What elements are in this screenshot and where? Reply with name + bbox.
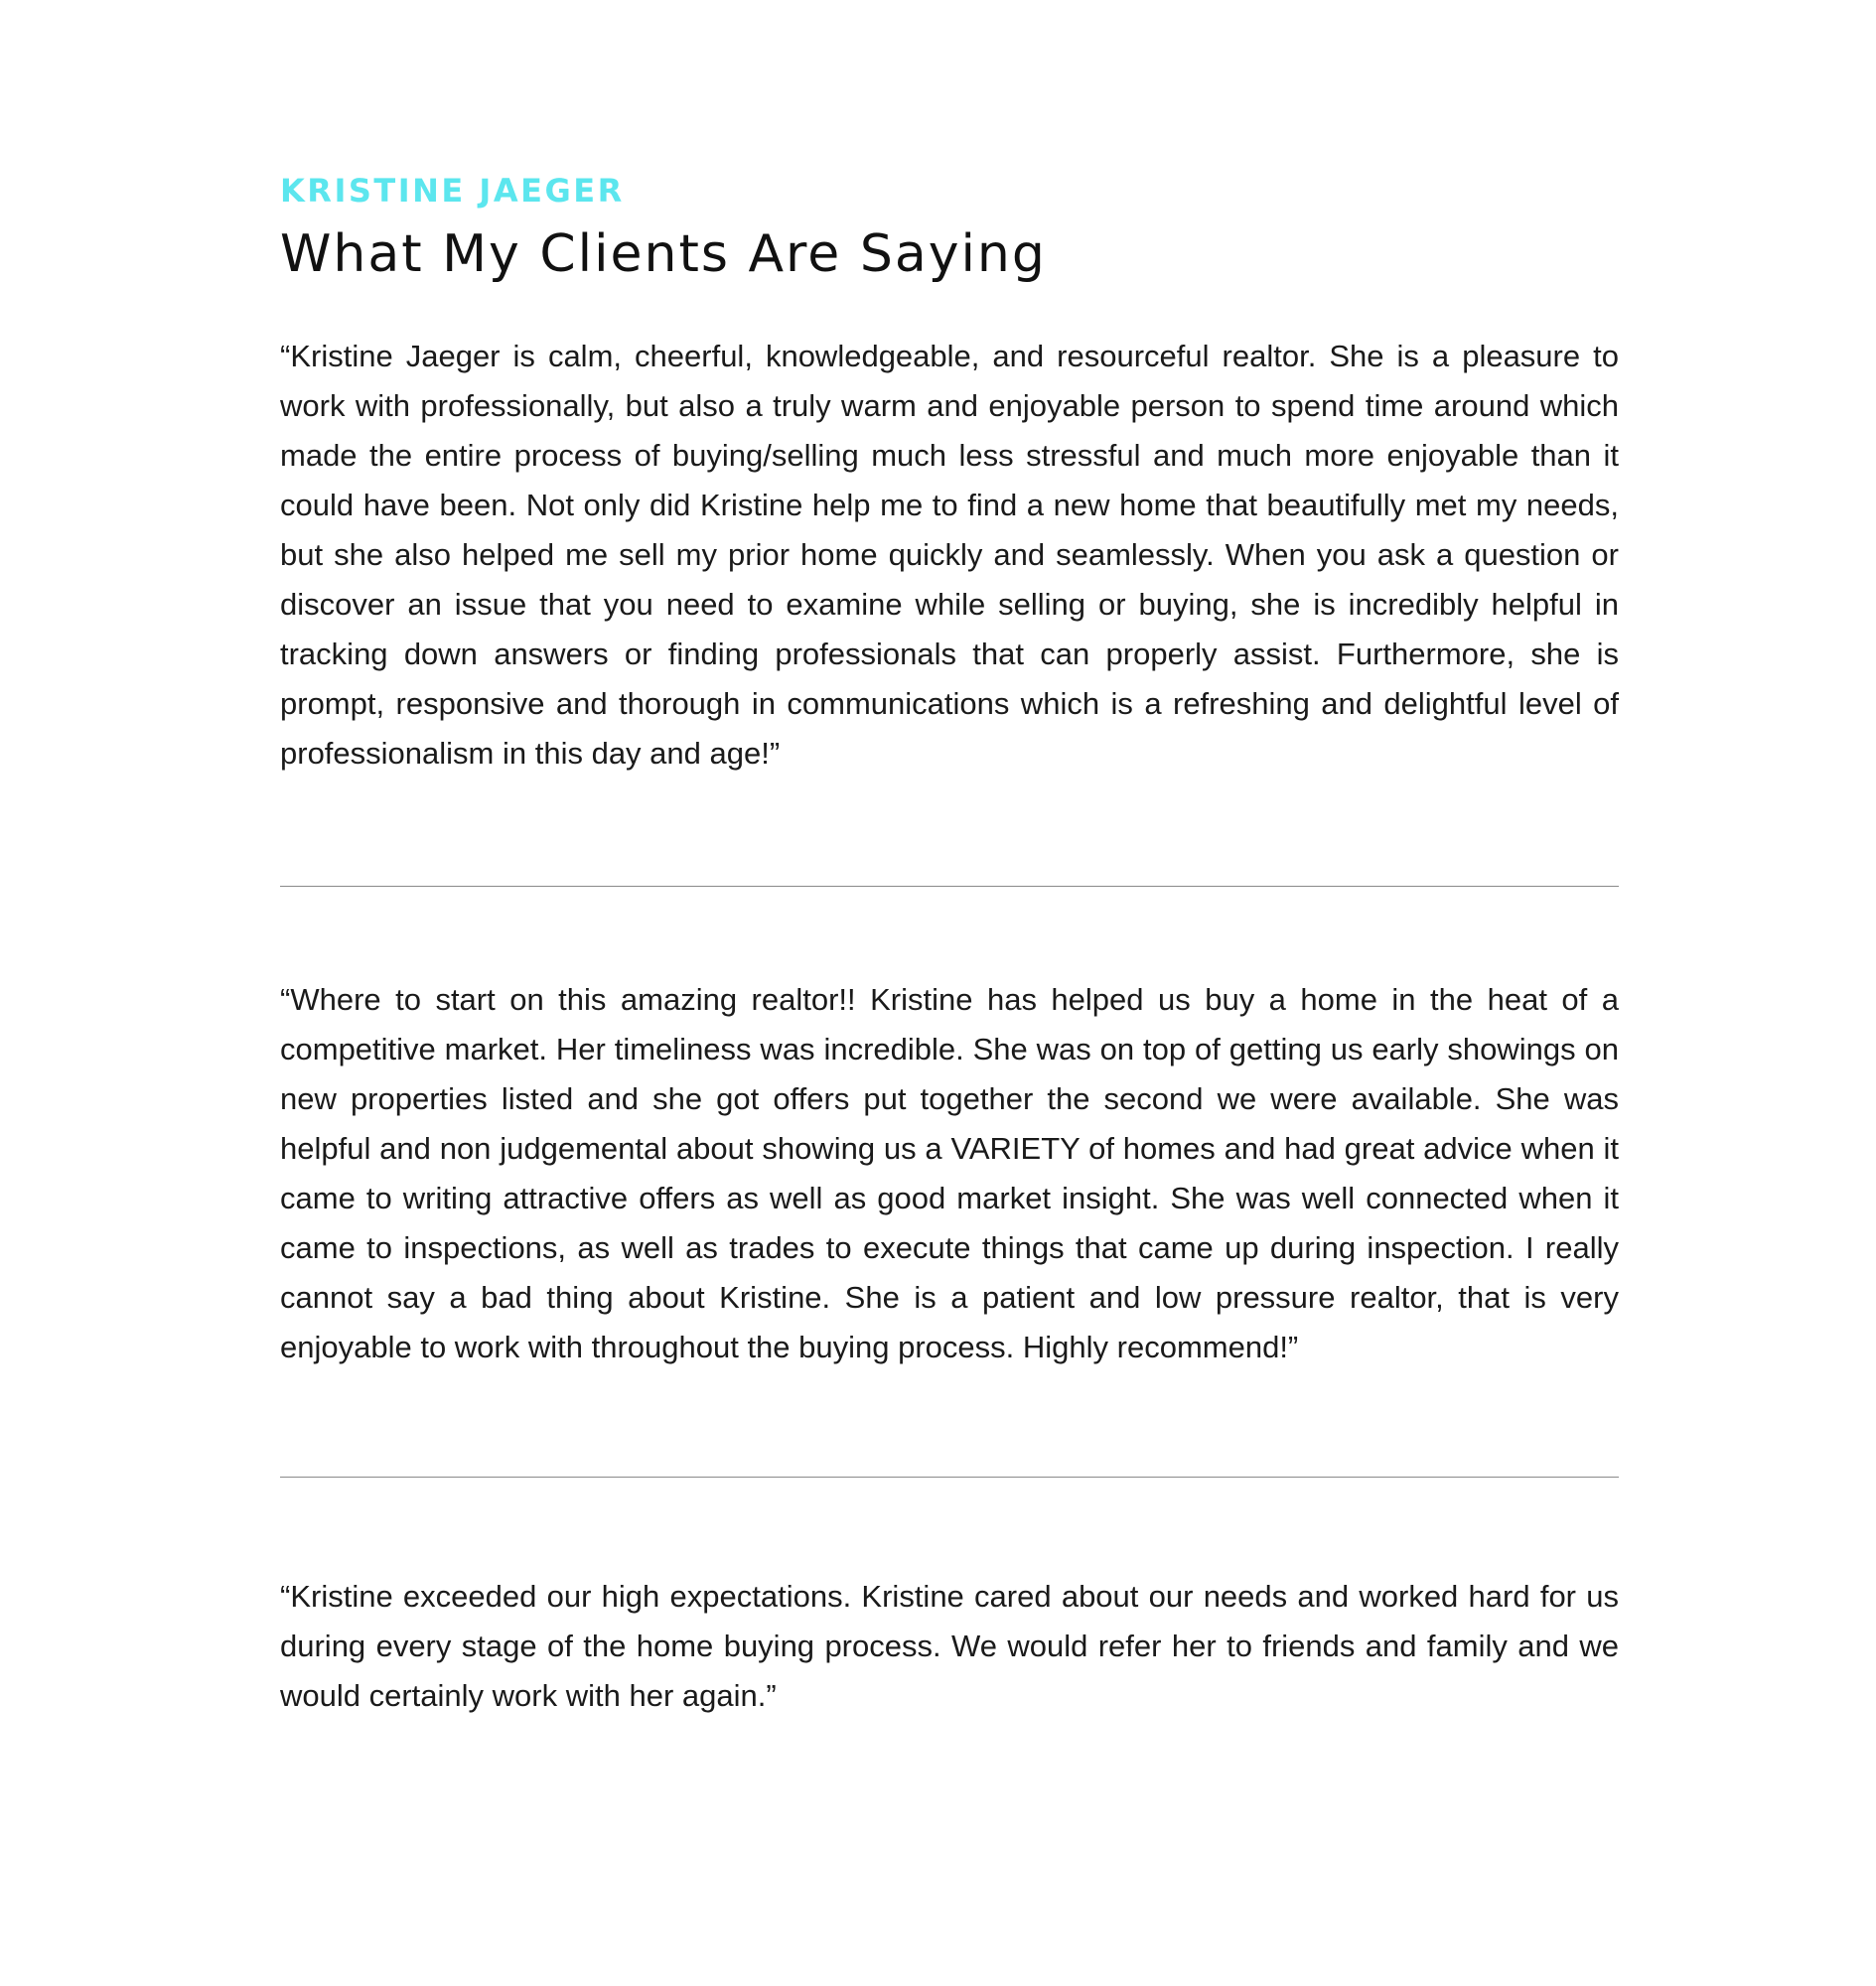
agent-name: KRISTINE JAEGER	[280, 172, 625, 210]
section-divider	[280, 886, 1619, 887]
testimonials-page	[280, 0, 1619, 1986]
testimonial-quote: “Kristine Jaeger is calm, cheerful, knowledgeable, and resourceful realtor. She is a pleasure to work with professionally, but also a truly warm and enjoyable person to spend time around which made the entire process of buying/selling much less stressful and much more enjoyable than it could have been. Not only did Kristine help me to find a new home that beautifully met my needs, but she also helped me sell my prior home quickly and seamlessly. When you ask a question or discover an issue that you need to examine while selling or buying, she is incredibly helpful in tracking down answers or finding professionals that can properly assist. Furthermore, she is prompt, responsive and thorough in communications which is a refreshing and delightful level of professionalism in this day and age!”	[280, 339, 1619, 771]
testimonial-quote: “Kristine exceeded our high expectations. Kristine cared about our needs and worked hard for us during every stage of the home buying process. We would refer her to friends and family and we would certainly work with her again.”	[280, 1579, 1619, 1713]
page-title: What My Clients Are Saying	[280, 224, 1047, 284]
section-divider	[280, 1477, 1619, 1478]
testimonial-quote: “Where to start on this amazing realtor!! Kristine has helped us buy a home in the heat of a competitive market. Her timeliness was incredible. She was on top of getting us early showings on new properties listed and she got offers put together the second we were available. She was helpful and non judgemental about showing us a VARIETY of homes and had great advice when it came to writing attractive offers as well as good market insight. She was well connected when it came to inspections, as well as trades to execute things that came up during inspection. I really cannot say a bad thing about Kristine. She is a patient and low pressure realtor, that is very enjoyable to work with throughout the buying process. Highly recommend!”	[280, 982, 1619, 1364]
